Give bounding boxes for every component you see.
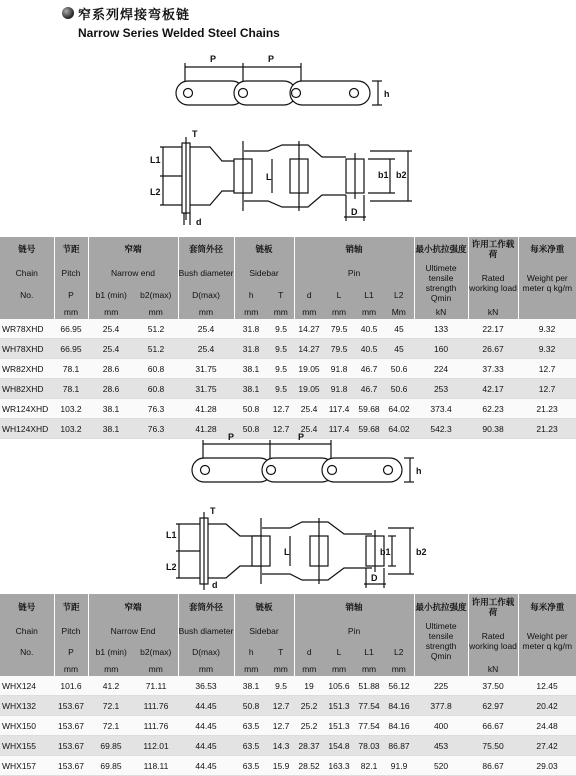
cell-bush-d: 25.4	[178, 319, 234, 339]
cell-l1: 77.54	[354, 716, 384, 736]
cell-pitch: 103.2	[54, 399, 88, 419]
hdr2-strength: Ultimete tensile strength Qmin	[414, 620, 468, 662]
cell-weight: 24.48	[518, 716, 576, 736]
cell-model: WHX132	[0, 696, 54, 716]
hdr2-l: L	[324, 642, 354, 662]
cell-b2: 60.8	[134, 379, 178, 399]
hdr2-l2: L2	[384, 642, 414, 662]
unit2-load: kN	[468, 662, 518, 676]
cell-b2: 111.76	[134, 696, 178, 716]
fig2-d-label: d	[212, 580, 218, 590]
cell-b1: 28.6	[88, 359, 134, 379]
fig2-l1-label: L1	[166, 530, 177, 540]
chain-drawing-2	[0, 432, 576, 592]
cell-l1: 82.1	[354, 756, 384, 776]
cell-l2: 64.02	[384, 419, 414, 439]
cell-pin-d: 28.52	[294, 756, 324, 776]
cell-b2: 51.2	[134, 319, 178, 339]
fig2-b2-label: b2	[416, 547, 427, 557]
cell-l2: 56.12	[384, 676, 414, 696]
cell-l2: 45	[384, 339, 414, 359]
fig1-D-label: D	[351, 207, 358, 217]
cell-weight: 12.45	[518, 676, 576, 696]
cell-weight: 20.42	[518, 696, 576, 716]
hdr2-side: Sidebar	[234, 620, 294, 642]
cell-bush-d: 44.45	[178, 736, 234, 756]
cell-h: 50.8	[234, 419, 268, 439]
hdr2-t: T	[268, 642, 294, 662]
hdr2-no: No.	[0, 642, 54, 662]
hdr2-h: h	[234, 642, 268, 662]
cell-bush-d: 31.75	[178, 359, 234, 379]
cell-l1: 59.68	[354, 399, 384, 419]
hdr2-b2: b2(max)	[134, 642, 178, 662]
unit-strength: kN	[414, 305, 468, 319]
unit-t: mm	[268, 305, 294, 319]
hdr2-l1: L1	[354, 642, 384, 662]
cell-bush-d: 41.28	[178, 419, 234, 439]
cell-h: 31.8	[234, 339, 268, 359]
hdr-strength: Ultimete tensile strength Qmin	[414, 261, 468, 305]
hdr2-d: d	[294, 642, 324, 662]
cell-pitch: 153.67	[54, 756, 88, 776]
cell-model: WH124XHD	[0, 419, 54, 439]
cell-weight: 27.42	[518, 736, 576, 756]
cell-b2: 76.3	[134, 419, 178, 439]
table-row	[0, 736, 576, 756]
unit2-p: mm	[54, 662, 88, 676]
unit-b2: mm	[134, 305, 178, 319]
cell-load: 90.38	[468, 419, 518, 439]
table-row	[0, 359, 576, 379]
cell-bush-d: 44.45	[178, 756, 234, 776]
cell-h: 50.8	[234, 399, 268, 419]
unit2-l: mm	[324, 662, 354, 676]
cell-weight: 9.32	[518, 339, 576, 359]
hdr-h: h	[234, 285, 268, 305]
cell-b2: 112.01	[134, 736, 178, 756]
cell-pitch: 101.6	[54, 676, 88, 696]
cell-weight: 12.7	[518, 379, 576, 399]
unit2-l2: mm	[384, 662, 414, 676]
hdr-load: Rated working load	[468, 261, 518, 305]
hdr2-chain: Chain	[0, 620, 54, 642]
cell-strength: 373.4	[414, 399, 468, 419]
hdr-inner: Narrow end	[88, 261, 178, 285]
cell-t: 9.5	[268, 319, 294, 339]
fig2-p-label-2: P	[298, 432, 305, 442]
cell-l1: 77.54	[354, 696, 384, 716]
cell-model: WH82XHD	[0, 379, 54, 399]
hdr-side-cn: 链板	[234, 237, 294, 261]
cell-pitch: 153.67	[54, 716, 88, 736]
table-row	[0, 339, 576, 359]
cell-l2: 86.87	[384, 736, 414, 756]
cell-pin-d: 25.4	[294, 399, 324, 419]
hdr2-p: P	[54, 642, 88, 662]
cell-l1: 51.88	[354, 676, 384, 696]
cell-model: WR82XHD	[0, 359, 54, 379]
cell-pitch: 78.1	[54, 359, 88, 379]
hdr2-load: Rated working load	[468, 620, 518, 662]
unit2-b2: mm	[134, 662, 178, 676]
unit-b1: mm	[88, 305, 134, 319]
cell-model: WR124XHD	[0, 399, 54, 419]
cell-pin-d: 19.05	[294, 359, 324, 379]
bullet-icon	[62, 7, 74, 19]
cell-bush-d: 31.75	[178, 379, 234, 399]
unit2-h: mm	[234, 662, 268, 676]
cell-b2: 76.3	[134, 399, 178, 419]
cell-b2: 51.2	[134, 339, 178, 359]
cell-bush-d: 41.28	[178, 399, 234, 419]
cell-b2: 71.11	[134, 676, 178, 696]
cell-t: 9.5	[268, 676, 294, 696]
cell-pin-d: 14.27	[294, 339, 324, 359]
chain-drawing-1	[0, 45, 576, 235]
cell-load: 42.17	[468, 379, 518, 399]
fig1-l-label: L	[266, 172, 272, 182]
cell-b2: 111.76	[134, 716, 178, 736]
cell-b2: 60.8	[134, 359, 178, 379]
hdr-pin: Pin	[294, 261, 414, 285]
table-row	[0, 676, 576, 696]
hdr-weight: Weight per meter q kg/m	[518, 261, 576, 305]
hdr-side: Sidebar	[234, 261, 294, 285]
fig1-l2-label: L2	[150, 187, 161, 197]
hdr2-side-cn: 链板	[234, 594, 294, 620]
cell-pitch: 103.2	[54, 419, 88, 439]
unit2-l1: mm	[354, 662, 384, 676]
fig1-d-label: d	[196, 217, 202, 227]
cell-l2: 91.9	[384, 756, 414, 776]
fig1-p-label-1: P	[210, 54, 217, 64]
cell-weight: 29.03	[518, 756, 576, 776]
cell-t: 14.3	[268, 736, 294, 756]
hdr-dmax: D(max)	[178, 285, 234, 305]
cell-l2: 45	[384, 319, 414, 339]
cell-b1: 69.85	[88, 756, 134, 776]
cell-l1: 40.5	[354, 319, 384, 339]
cell-pin-l: 105.6	[324, 676, 354, 696]
unit-l2: Mm	[384, 305, 414, 319]
fig2-p-label-1: P	[228, 432, 235, 442]
unit-h: mm	[234, 305, 268, 319]
cell-pin-l: 117.4	[324, 419, 354, 439]
cell-pin-l: 91.8	[324, 379, 354, 399]
cell-l1: 40.5	[354, 339, 384, 359]
cell-l2: 64.02	[384, 399, 414, 419]
unit-l: mm	[324, 305, 354, 319]
cell-b2: 118.11	[134, 756, 178, 776]
cell-weight: 21.23	[518, 419, 576, 439]
page-header	[78, 4, 280, 40]
cell-strength: 520	[414, 756, 468, 776]
hdr2-weight: Weight per meter q kg/m	[518, 620, 576, 662]
hdr-inner-cn: 窄端	[88, 237, 178, 261]
cell-pin-l: 117.4	[324, 399, 354, 419]
unit-p: mm	[54, 305, 88, 319]
fig2-b1-label: b1	[380, 547, 391, 557]
cell-h: 31.8	[234, 319, 268, 339]
hdr-l: L	[324, 285, 354, 305]
cell-l1: 59.68	[354, 419, 384, 439]
cell-model: WHX124	[0, 676, 54, 696]
cell-h: 38.1	[234, 379, 268, 399]
hdr-l1: L1	[354, 285, 384, 305]
cell-pin-l: 79.5	[324, 319, 354, 339]
cell-pitch: 153.67	[54, 696, 88, 716]
fig1-l1-label: L1	[150, 155, 161, 165]
hdr2-pitch-cn: 节距	[54, 594, 88, 620]
cell-load: 66.67	[468, 716, 518, 736]
cell-h: 63.5	[234, 736, 268, 756]
cell-b1: 28.6	[88, 379, 134, 399]
hdr-load-cn: 许用工作载荷	[468, 237, 518, 261]
spec-table-1	[0, 237, 576, 439]
cell-load: 86.67	[468, 756, 518, 776]
cell-weight: 9.32	[518, 319, 576, 339]
table-row	[0, 696, 576, 716]
cell-h: 50.8	[234, 696, 268, 716]
hdr2-strength-cn: 最小抗拉强度	[414, 594, 468, 620]
hdr-pitch: Pitch	[54, 261, 88, 285]
cell-pitch: 66.95	[54, 319, 88, 339]
cell-pin-d: 25.4	[294, 419, 324, 439]
hdr-pin-cn: 销轴	[294, 237, 414, 261]
hdr-d: d	[294, 285, 324, 305]
cell-b1: 25.4	[88, 339, 134, 359]
cell-load: 62.97	[468, 696, 518, 716]
unit-pin-d: mm	[294, 305, 324, 319]
cell-pin-d: 25.2	[294, 716, 324, 736]
hdr-bush-cn: 套筒外径	[178, 237, 234, 261]
cell-model: WHX157	[0, 756, 54, 776]
hdr2-bush: Bush diameter	[178, 620, 234, 642]
cell-pin-l: 163.3	[324, 756, 354, 776]
table-row	[0, 399, 576, 419]
cell-t: 12.7	[268, 399, 294, 419]
cell-pin-d: 14.27	[294, 319, 324, 339]
hdr-l2: L2	[384, 285, 414, 305]
hdr2-inner: Narrow End	[88, 620, 178, 642]
cell-t: 12.7	[268, 696, 294, 716]
cell-model: WHX155	[0, 736, 54, 756]
cell-h: 38.1	[234, 359, 268, 379]
table-row	[0, 716, 576, 736]
cell-b1: 72.1	[88, 696, 134, 716]
hdr2-dmax: D(max)	[178, 642, 234, 662]
hdr-p: P	[54, 285, 88, 305]
hdr2-pin-cn: 销轴	[294, 594, 414, 620]
cell-strength: 225	[414, 676, 468, 696]
cell-pin-d: 28.37	[294, 736, 324, 756]
hdr-bush: Bush diameter	[178, 261, 234, 285]
spec-table-2	[0, 594, 576, 776]
cell-weight: 12.7	[518, 359, 576, 379]
table-row	[0, 379, 576, 399]
fig2-t-label: T	[210, 506, 216, 516]
cell-t: 12.7	[268, 716, 294, 736]
cell-b1: 41.2	[88, 676, 134, 696]
cell-pin-d: 25.2	[294, 696, 324, 716]
cell-l2: 84.16	[384, 716, 414, 736]
hdr2-weight-cn: 每米净重	[518, 594, 576, 620]
unit-l1: mm	[354, 305, 384, 319]
fig1-b2-label: b2	[396, 170, 407, 180]
cell-t: 12.7	[268, 419, 294, 439]
hdr2-pin: Pin	[294, 620, 414, 642]
cell-pin-l: 154.8	[324, 736, 354, 756]
cell-pin-d: 19.05	[294, 379, 324, 399]
cell-pin-l: 151.3	[324, 696, 354, 716]
table-row	[0, 319, 576, 339]
hdr-no: No.	[0, 285, 54, 305]
hdr-chain: Chain	[0, 261, 54, 285]
cell-l1: 46.7	[354, 379, 384, 399]
cell-model: WR78XHD	[0, 319, 54, 339]
cell-model: WHX150	[0, 716, 54, 736]
cell-bush-d: 44.45	[178, 716, 234, 736]
fig1-h-label: h	[384, 89, 390, 99]
cell-b1: 69.85	[88, 736, 134, 756]
cell-l2: 84.16	[384, 696, 414, 716]
hdr2-pitch: Pitch	[54, 620, 88, 642]
cell-pin-l: 79.5	[324, 339, 354, 359]
cell-load: 22.17	[468, 319, 518, 339]
fig2-D-label: D	[371, 573, 378, 583]
cell-h: 63.5	[234, 716, 268, 736]
hdr-strength-cn: 最小抗拉强度	[414, 237, 468, 261]
cell-strength: 400	[414, 716, 468, 736]
cell-l2: 50.6	[384, 359, 414, 379]
hdr2-inner-cn: 窄端	[88, 594, 178, 620]
cell-b1: 25.4	[88, 319, 134, 339]
cell-strength: 224	[414, 359, 468, 379]
cell-b1: 38.1	[88, 399, 134, 419]
fig2-h-label: h	[416, 466, 422, 476]
unit2-b1: mm	[88, 662, 134, 676]
cell-h: 63.5	[234, 756, 268, 776]
cell-pin-l: 151.3	[324, 716, 354, 736]
spec-table-2-body	[0, 676, 576, 776]
hdr-weight-cn: 每米净重	[518, 237, 576, 261]
cell-pitch: 153.67	[54, 736, 88, 756]
cell-bush-d: 25.4	[178, 339, 234, 359]
hdr2-chain-cn: 链号	[0, 594, 54, 620]
unit2-d: mm	[178, 662, 234, 676]
hdr-t: T	[268, 285, 294, 305]
unit2-pin-d: mm	[294, 662, 324, 676]
cell-load: 26.67	[468, 339, 518, 359]
unit2-t: mm	[268, 662, 294, 676]
cell-t: 15.9	[268, 756, 294, 776]
cell-pin-l: 91.8	[324, 359, 354, 379]
unit-d: mm	[178, 305, 234, 319]
cell-weight: 21.23	[518, 399, 576, 419]
cell-b1: 72.1	[88, 716, 134, 736]
cell-model: WH78XHD	[0, 339, 54, 359]
cell-strength: 133	[414, 319, 468, 339]
cell-b1: 38.1	[88, 419, 134, 439]
page-title-en: Narrow Series Welded Steel Chains	[78, 26, 280, 40]
unit-load: kN	[468, 305, 518, 319]
hdr-b1: b1 (min)	[88, 285, 134, 305]
cell-strength: 253	[414, 379, 468, 399]
cell-l2: 50.6	[384, 379, 414, 399]
table-row	[0, 756, 576, 776]
hdr-pitch-cn: 节距	[54, 237, 88, 261]
hdr-chain-cn: 链号	[0, 237, 54, 261]
cell-strength: 160	[414, 339, 468, 359]
cell-strength: 377.8	[414, 696, 468, 716]
cell-strength: 453	[414, 736, 468, 756]
cell-t: 9.5	[268, 379, 294, 399]
fig2-l2-label: L2	[166, 562, 177, 572]
hdr2-b1: b1 (min)	[88, 642, 134, 662]
cell-load: 75.50	[468, 736, 518, 756]
spec-table-1-body	[0, 319, 576, 439]
cell-load: 62.23	[468, 399, 518, 419]
hdr-b2: b2(max)	[134, 285, 178, 305]
page-title-cn: 窄系列焊接弯板链	[78, 7, 191, 22]
fig1-p-label-2: P	[268, 54, 275, 64]
fig1-b1-label: b1	[378, 170, 389, 180]
cell-l1: 78.03	[354, 736, 384, 756]
cell-load: 37.33	[468, 359, 518, 379]
cell-load: 37.50	[468, 676, 518, 696]
fig2-l-label: L	[284, 547, 290, 557]
cell-t: 9.5	[268, 359, 294, 379]
cell-h: 38.1	[234, 676, 268, 696]
cell-pitch: 66.95	[54, 339, 88, 359]
cell-strength: 542.3	[414, 419, 468, 439]
cell-t: 9.5	[268, 339, 294, 359]
cell-pitch: 78.1	[54, 379, 88, 399]
fig1-t-label: T	[192, 129, 198, 139]
cell-bush-d: 44.45	[178, 696, 234, 716]
hdr2-bush-cn: 套筒外径	[178, 594, 234, 620]
cell-l1: 46.7	[354, 359, 384, 379]
cell-pin-d: 19	[294, 676, 324, 696]
cell-bush-d: 36.53	[178, 676, 234, 696]
hdr2-load-cn: 许用工作载荷	[468, 594, 518, 620]
